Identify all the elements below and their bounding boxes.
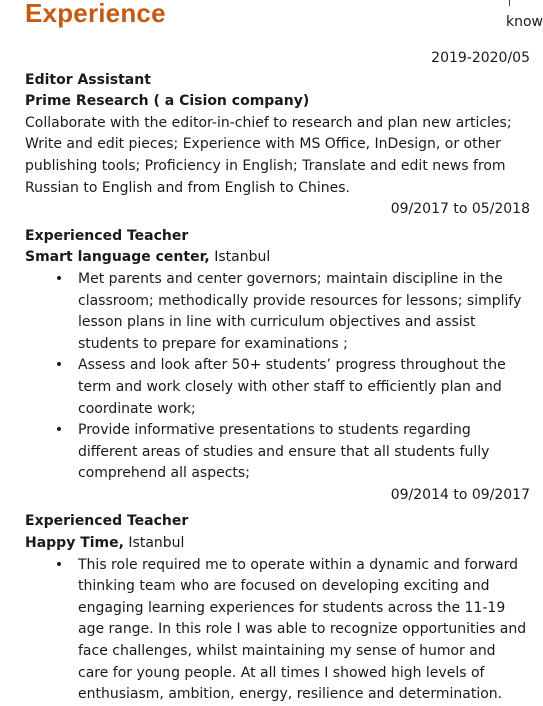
bullet-text: Provide informative presentations to students regarding different areas of studies and ensure that all students fully comprehend all aspects; xyxy=(78,422,490,482)
job-date-range: 2019-2020/05 xyxy=(431,50,530,66)
company-location: Istanbul xyxy=(123,535,185,552)
job-bullet-list xyxy=(25,555,530,706)
job-bullet-list xyxy=(25,269,530,485)
job-company xyxy=(25,247,530,269)
bullet-text: This role required me to operate within a dynamic and forward thinking team who are focused on developing exciting and engaging learning experiences for students across the 11-19 age range. In this role I was able to recognize opportunities and face challenges, whilst maintaining my sense of humor and care for young people. At all times I showed high levels of enthusiasm, ambition, energy, resilience and determination. xyxy=(78,556,527,703)
list-item xyxy=(25,355,530,420)
job-date-range: 09/2014 to 09/2017 xyxy=(390,486,530,503)
experience-section xyxy=(25,48,530,706)
job-title: Editor Assistant xyxy=(25,71,151,88)
job-title: Experienced Teacher xyxy=(25,513,189,530)
page-edge-line xyxy=(509,0,510,6)
list-item xyxy=(25,269,530,355)
bullet-icon: • xyxy=(54,422,64,439)
bullet-text: Assess and look after 50+ students’ progress throughout the term and work closely with other staff to efficiently plan and coordinate work; xyxy=(78,357,506,417)
bullet-icon: • xyxy=(54,270,64,287)
company-name: Happy Time, xyxy=(25,535,124,552)
job-company xyxy=(25,533,530,555)
job-company xyxy=(25,91,530,113)
job-title: Experienced Teacher xyxy=(25,227,189,244)
clipped-side-text: know xyxy=(506,14,543,30)
company-name: Smart language center, xyxy=(25,249,210,266)
bullet-text: Met parents and center governors; maintain discipline in the classroom; methodically provide resources for lessons; simplify lesson plans in line with curriculum objectives and assist students to prepare for examinations ; xyxy=(78,270,522,352)
list-item xyxy=(25,420,530,485)
section-title: Experience xyxy=(25,0,166,28)
company-location: Istanbul xyxy=(209,249,271,266)
bullet-icon: • xyxy=(54,357,64,374)
company-name: Prime Research ( a Cision company) xyxy=(25,93,310,110)
job-entry xyxy=(25,485,530,706)
job-description: Collaborate with the editor-in-chief to research and plan new articles; Write and edit pieces; Experience with MS Office, InDesign, or other publishing tools; Proficiency in English; Translate and edit news from Russian to English and from English to Chines. xyxy=(25,114,512,196)
job-entry xyxy=(25,48,530,199)
job-date-range: 09/2017 to 05/2018 xyxy=(390,201,530,218)
job-entry xyxy=(25,199,530,485)
list-item xyxy=(25,555,530,706)
bullet-icon: • xyxy=(54,556,64,573)
